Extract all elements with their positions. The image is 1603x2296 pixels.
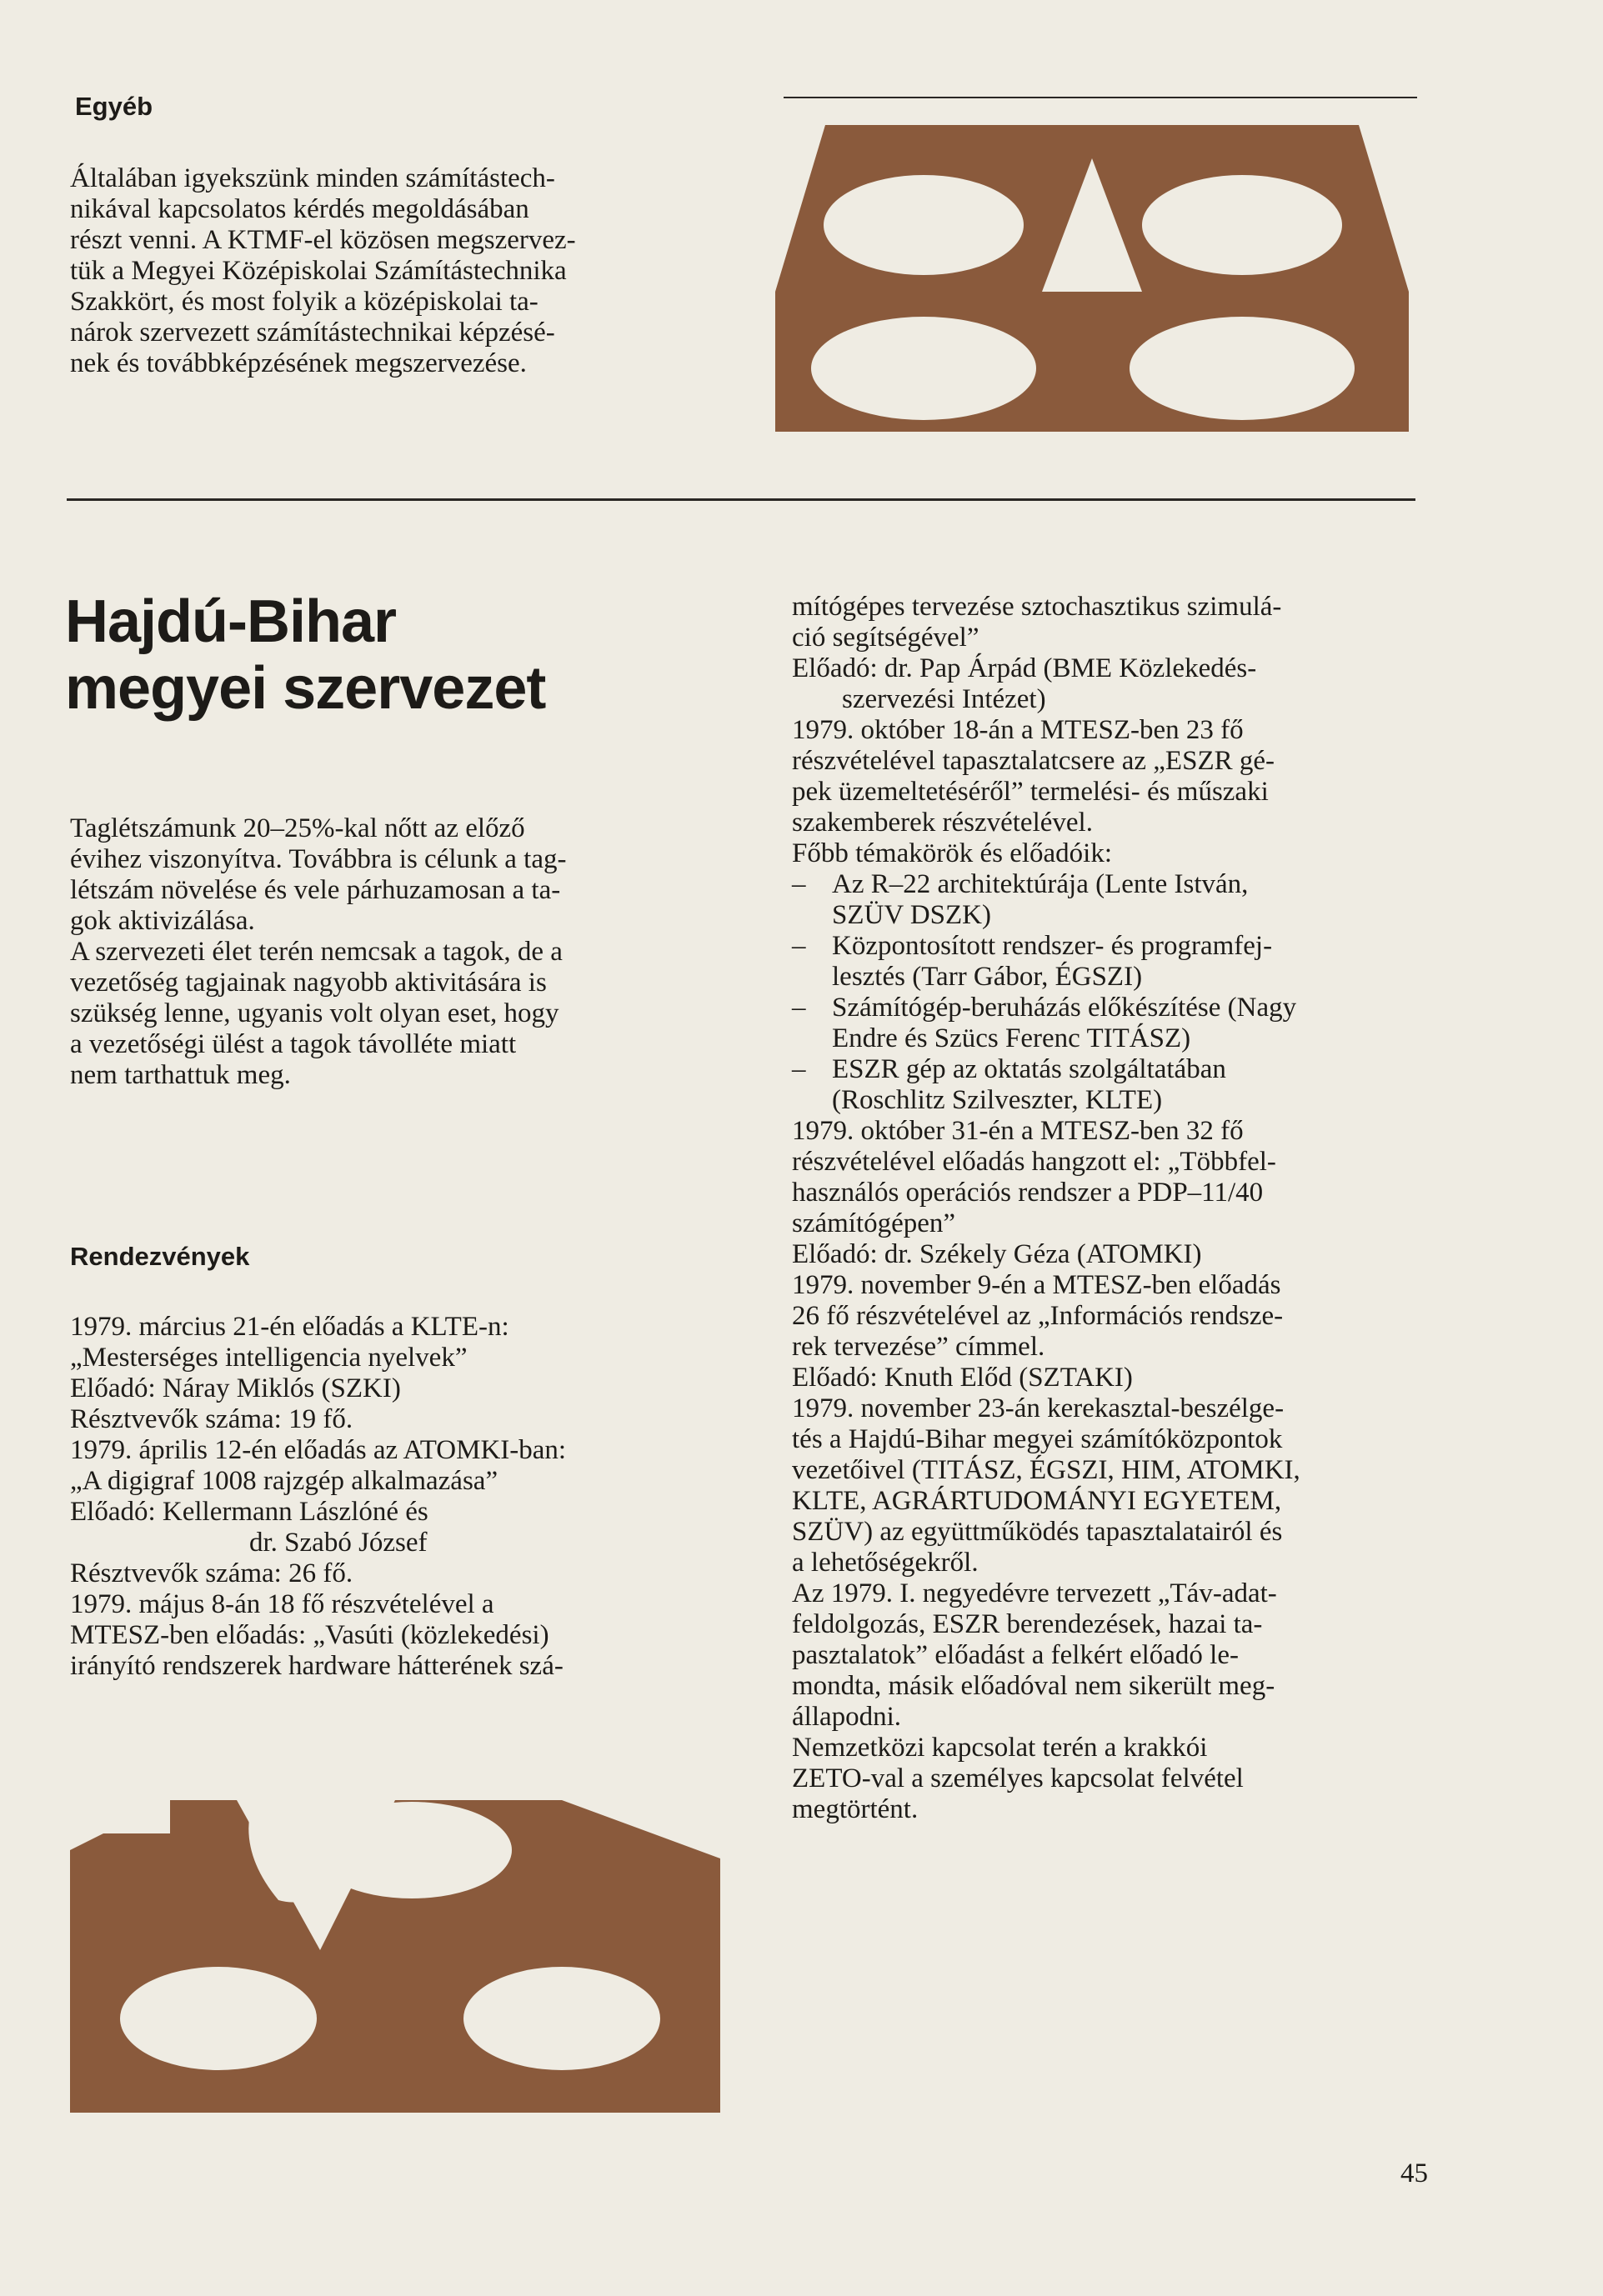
text-line: gok aktivizálása. (70, 906, 255, 936)
text-line: 26 fő részvételével az „Információs rendsze- (792, 1301, 1284, 1331)
text-line: KLTE, AGRÁRTUDOMÁNYI EGYETEM, (792, 1486, 1282, 1516)
text-line: Nemzetközi kapcsolat terén a krakkói (792, 1733, 1208, 1763)
text-line: ZETO-val a személyes kapcsolat felvétel (792, 1763, 1244, 1793)
text-line: dr. Szabó József (249, 1528, 428, 1558)
text-line: Főbb témakörök és előadóik: (792, 838, 1113, 868)
text-line: szükség lenne, ugyanis volt olyan eset, hogy (70, 998, 559, 1028)
text-line: A szervezeti élet terén nemcsak a tagok, de a (70, 937, 563, 967)
text-line: ció segítségével” (792, 623, 979, 653)
topic-text (832, 993, 1425, 1054)
text-line: vezetőivel (TITÁSZ, ÉGSZI, HIM, ATOMKI, (792, 1455, 1300, 1485)
topic-text (832, 869, 1425, 931)
topic-dash: – (792, 1054, 806, 1084)
top-rule (784, 97, 1417, 98)
topic-item (792, 993, 1425, 1054)
decorative-ornament-top (775, 125, 1409, 432)
text-line: Előadó: Náray Miklós (SZKI) (70, 1373, 401, 1403)
text-line: Előadó: Knuth Előd (SZTAKI) (792, 1363, 1133, 1393)
page-number: 45 (1400, 2158, 1428, 2188)
text-line: használós operációs rendszer a PDP–11/40 (792, 1178, 1264, 1208)
text-line: részt venni. A KTMF-el közösen megszervez- (70, 225, 576, 255)
text-line: vezetőség tagjainak nagyobb aktivitására is (70, 968, 547, 998)
text-line: „A digigraf 1008 rajzgép alkalmazása” (70, 1466, 498, 1496)
topic-text (832, 931, 1425, 993)
egyeb-heading: Egyéb (75, 92, 153, 121)
text-line: Általában igyekszünk minden számítástech- (70, 163, 555, 193)
text-line: létszám növelése és vele párhuzamosan a ta- (70, 875, 561, 905)
text-line: (Roschlitz Szilveszter, KLTE) (832, 1085, 1163, 1115)
text-line: SZÜV DSZK) (832, 900, 991, 930)
text-line: részvételével tapasztalatcsere az „ESZR gé- (792, 746, 1275, 776)
text-line: mondta, másik előadóval nem sikerült meg- (792, 1671, 1275, 1701)
egyeb-paragraph (70, 163, 712, 379)
intro-paragraph (70, 813, 712, 1091)
text-line: rek tervezése” címmel. (792, 1332, 1045, 1362)
text-line: 1979. november 23-án kerekasztal-beszélge- (792, 1393, 1285, 1423)
text-line: tés a Hajdú-Bihar megyei számítóközpontok (792, 1424, 1283, 1454)
text-line: irányító rendszerek hardware hátterének szá- (70, 1651, 564, 1681)
text-line: Előadó: dr. Székely Géza (ATOMKI) (792, 1239, 1202, 1269)
text-line: pasztalatok” előadást a felkért előadó le- (792, 1640, 1239, 1670)
topic-text (832, 1054, 1425, 1116)
text-line: Endre és Szücs Ferenc TITÁSZ) (832, 1023, 1191, 1053)
text-line: mítógépes tervezése sztochasztikus szimulá- (792, 592, 1282, 622)
text-line: 1979. október 31-én a MTESZ-ben 32 fő (792, 1116, 1244, 1146)
text-line: 1979. november 9-én a MTESZ-ben előadás (792, 1270, 1281, 1300)
text-line: Előadó: Kellermann Lászlóné és (70, 1497, 428, 1527)
text-line: részvételével előadás hangzott el: „Többfel- (792, 1147, 1276, 1177)
text-line: Résztvevők száma: 26 fő. (70, 1558, 353, 1588)
text-line: a lehetőségekről. (792, 1548, 979, 1578)
rendezvenyek-heading: Rendezvények (70, 1242, 250, 1271)
text-line: Taglétszámunk 20–25%-kal nőtt az előző (70, 813, 525, 843)
text-line: 1979. április 12-én előadás az ATOMKI-ban: (70, 1435, 567, 1465)
text-line: Előadó: dr. Pap Árpád (BME Közlekedés- (792, 653, 1257, 683)
topic-dash: – (792, 931, 806, 961)
events-list-right (792, 592, 1425, 1825)
text-line: SZÜV) az együttműködés tapasztalatairól és (792, 1517, 1283, 1547)
text-line: megtörtént. (792, 1794, 919, 1824)
title-line-1: Hajdú-Bihar (65, 588, 397, 655)
text-line: számítógépen” (792, 1208, 956, 1238)
text-line: tük a Megyei Középiskolai Számítástechnika (70, 256, 567, 286)
text-line: MTESZ-ben előadás: „Vasúti (közlekedési) (70, 1620, 549, 1650)
text-line: évihez viszonyítva. Továbbra is célunk a tag- (70, 844, 567, 874)
text-line: Központosított rendszer- és programfej- (832, 931, 1273, 961)
text-line: szervezési Intézet) (842, 684, 1046, 714)
text-line: 1979. október 18-án a MTESZ-ben 23 fő (792, 715, 1244, 745)
text-line: 1979. május 8-án 18 fő részvételével a (70, 1589, 494, 1619)
text-line: nem tarthattuk meg. (70, 1060, 291, 1090)
section-title (65, 588, 545, 722)
text-line: állapodni. (792, 1702, 902, 1732)
text-line: nárok szervezett számítástechnikai képzésé- (70, 318, 555, 348)
text-line: Az R–22 architektúrája (Lente István, (832, 869, 1249, 899)
text-line: 1979. március 21-én előadás a KLTE-n: (70, 1312, 509, 1342)
text-line: Számítógép-beruházás előkészítése (Nagy (832, 993, 1297, 1023)
text-line: Szakkört, és most folyik a középiskolai ta- (70, 287, 539, 317)
text-line: a vezetőségi ülést a tagok távolléte miatt (70, 1029, 517, 1059)
title-line-2: megyei szervezet (65, 655, 546, 722)
events-list-left (70, 1312, 712, 1682)
topic-item (792, 869, 1425, 931)
text-line: Az 1979. I. negyedévre tervezett „Táv-adat- (792, 1578, 1277, 1608)
topic-dash: – (792, 869, 806, 899)
section-divider (67, 498, 1415, 501)
text-line: szakemberek részvételével. (792, 808, 1093, 838)
text-line: feldolgozás, ESZR berendezések, hazai ta- (792, 1609, 1263, 1639)
text-line: pek üzemeltetéséről” termelési- és műszaki (792, 777, 1269, 807)
text-line: nikával kapcsolatos kérdés megoldásában (70, 194, 529, 224)
text-line: ESZR gép az oktatás szolgáltatában (832, 1054, 1226, 1084)
decorative-ornament-bottom (70, 1800, 720, 2113)
text-line: nek és továbbképzésének megszervezése. (70, 348, 527, 378)
topic-item (792, 931, 1425, 993)
topic-item (792, 1054, 1425, 1116)
text-line: „Mesterséges intelligencia nyelvek” (70, 1343, 468, 1373)
text-line: Résztvevők száma: 19 fő. (70, 1404, 353, 1434)
topic-dash: – (792, 993, 806, 1023)
text-line: lesztés (Tarr Gábor, ÉGSZI) (832, 962, 1143, 992)
